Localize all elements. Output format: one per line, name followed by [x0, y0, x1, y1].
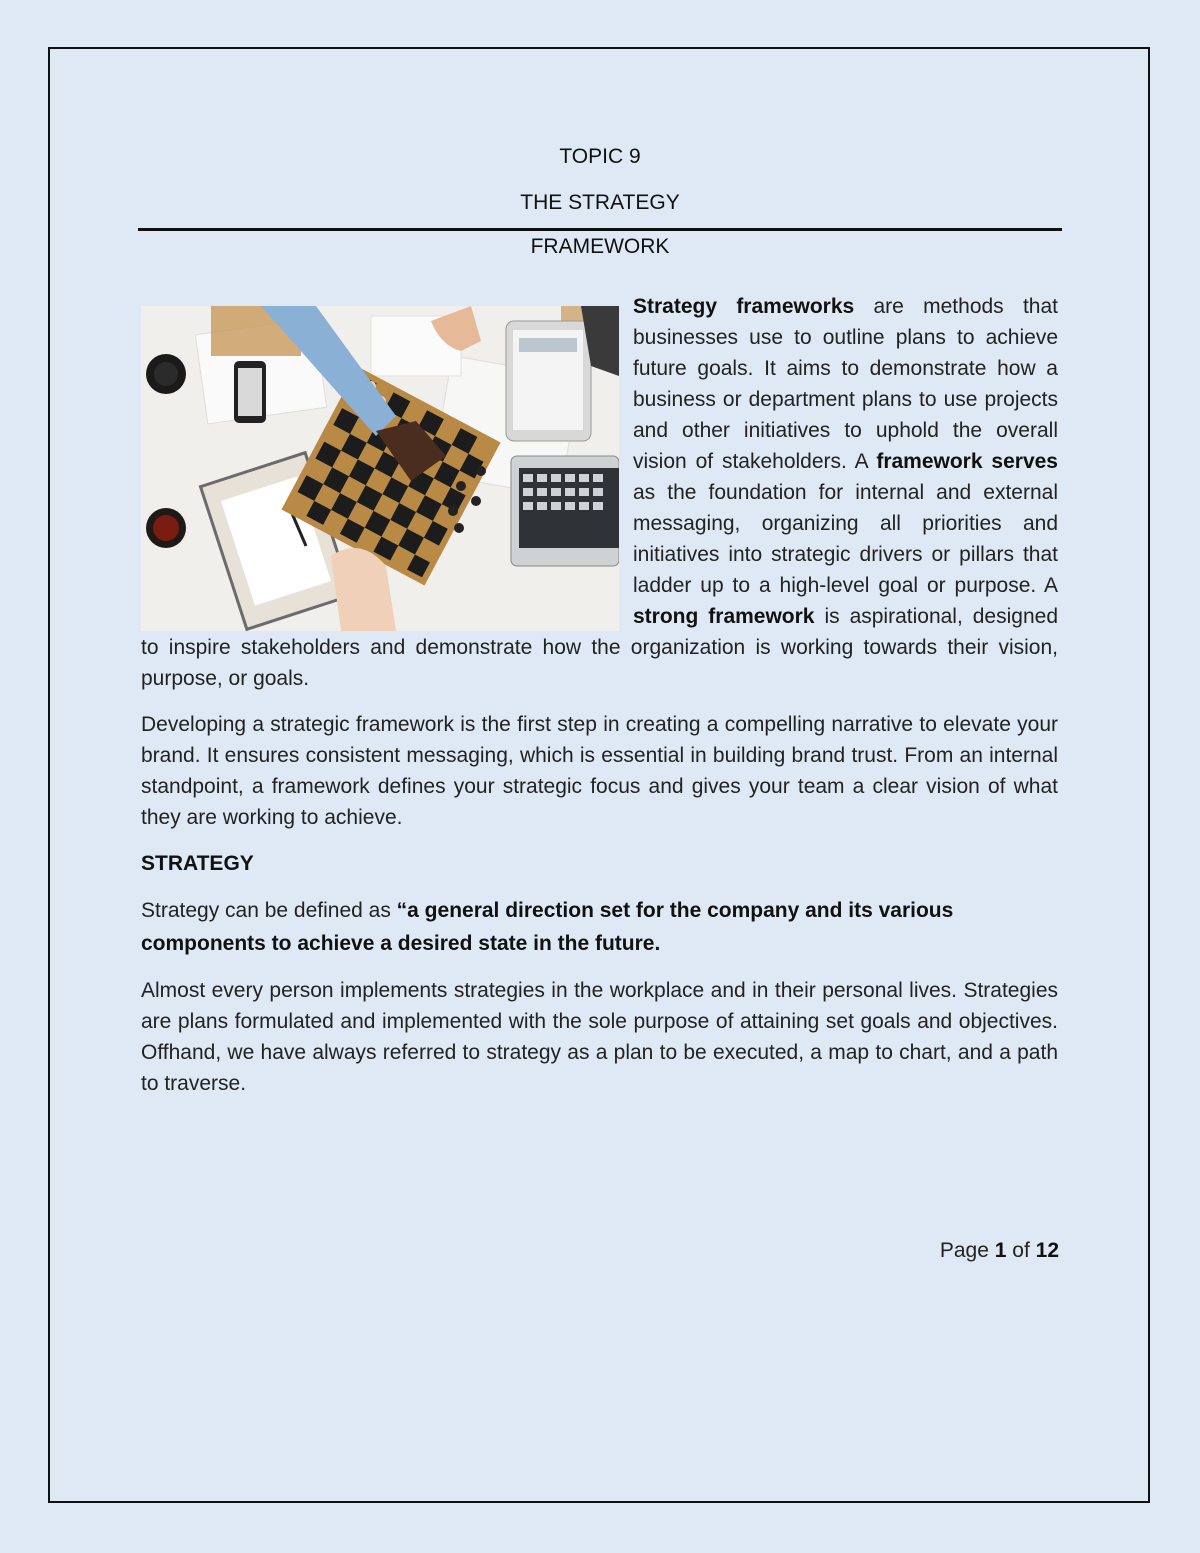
page-number: Page 1 of 12 [939, 1239, 1059, 1262]
section-heading-strategy: STRATEGY [141, 852, 254, 875]
brand-paragraph: Developing a strategic framework is the first step in creating a compelling narrative to elevate your brand. It ensures consistent messaging, which is essential in building brand trust. From an internal standpoint, a framework defines your strategic focus and gives your team a clear vision of what they are working to achieve. [141, 713, 1058, 829]
term-framework-serves: framework serves [876, 450, 1058, 473]
page-title: THE STRATEGY [520, 191, 680, 214]
current-page: 1 [994, 1239, 1007, 1262]
topic-number: TOPIC 9 [559, 145, 641, 168]
term-strategy-frameworks: Strategy frameworks [633, 295, 855, 318]
document-body [141, 291, 1058, 1114]
strategy-definition: Strategy can be defined as “a general direction set for the company and its various components to achieve a desired state in the future. [141, 899, 954, 955]
strategy-meeting-photo [141, 306, 619, 631]
title-rule [138, 228, 1062, 231]
strategies-paragraph: Almost every person implements strategies in the workplace and in their personal lives. Strategies are plans formulated and implemented with the sole purpose of attaining set goals and objectives. Offhand, we have always referred to strategy as a plan to be executed, a map to chart, and a path to traverse. [141, 979, 1058, 1095]
intro-paragraph: Strategy frameworks are methods that businesses use to outline plans to achieve future goals. It aims to demonstrate how a business or department plans to use projects and other initiatives to uphold the overall vision of stakeholders. A framework serves as the foundation for internal and external messaging, organizing all priorities and initiatives into strategic drivers or pillars that ladder up to a high-level goal or purpose. A strong framework is aspirational, designed to inspire stakeholders and demonstrate how the organization is working towards their vision, purpose, or goals. [141, 295, 1058, 690]
strategy-definition-quote: “a general direction set for the company and its various components to achieve a desired state in the future. [141, 899, 954, 955]
page-subtitle: FRAMEWORK [530, 235, 670, 258]
total-pages: 12 [1035, 1239, 1059, 1262]
term-strong-framework: strong framework [633, 605, 815, 628]
